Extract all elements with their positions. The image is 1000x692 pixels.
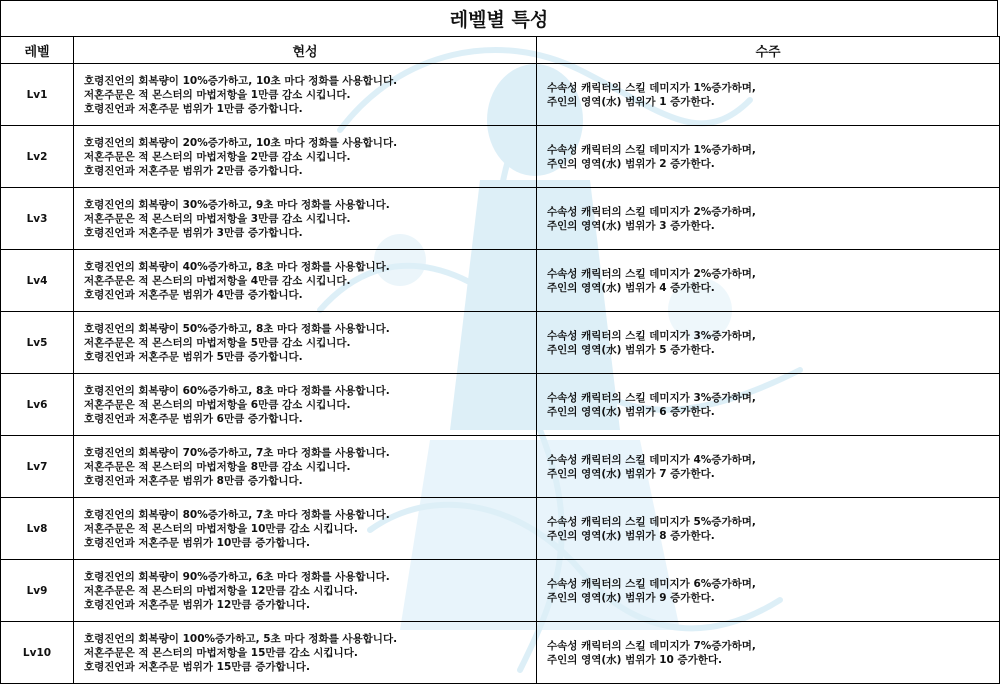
hyeonseong-cell: [74, 64, 537, 126]
suju-cell: [537, 250, 1000, 312]
suju-cell: [537, 498, 1000, 560]
suju-line: 주인의 영역(水) 범위가 8 증가한다.: [547, 529, 715, 542]
suju-line: 수속성 캐릭터의 스킬 데미지가 1%증가하며,: [547, 143, 756, 156]
level-cell: Lv10: [1, 622, 74, 684]
hyeonseong-line: 호령진언과 저혼주문 범위가 1만큼 증가합니다.: [84, 102, 303, 115]
suju-cell: [537, 188, 1000, 250]
hyeonseong-line: 저혼주문은 적 몬스터의 마법저항을 4만큼 감소 시킵니다.: [84, 274, 351, 287]
hyeonseong-cell: [74, 250, 537, 312]
table-row: [1, 498, 1000, 560]
level-cell: Lv9: [1, 560, 74, 622]
hyeonseong-line: 호령진언의 회복량이 50%증가하고, 8초 마다 정화를 사용합니다.: [84, 322, 390, 335]
hyeonseong-cell: [74, 436, 537, 498]
hyeonseong-line: 저혼주문은 적 몬스터의 마법저항을 8만큼 감소 시킵니다.: [84, 460, 351, 473]
suju-line: 수속성 캐릭터의 스킬 데미지가 3%증가하며,: [547, 391, 756, 404]
hyeonseong-line: 호령진언과 저혼주문 범위가 12만큼 증가합니다.: [84, 598, 310, 611]
hyeonseong-cell: [74, 188, 537, 250]
hyeonseong-cell: [74, 622, 537, 684]
level-cell: Lv2: [1, 126, 74, 188]
level-cell: Lv4: [1, 250, 74, 312]
suju-line: 수속성 캐릭터의 스킬 데미지가 1%증가하며,: [547, 81, 756, 94]
hyeonseong-line: 호령진언과 저혼주문 범위가 2만큼 증가합니다.: [84, 164, 303, 177]
hyeonseong-line: 호령진언의 회복량이 90%증가하고, 6초 마다 정화를 사용합니다.: [84, 570, 390, 583]
hyeonseong-cell: [74, 312, 537, 374]
suju-line: 주인의 영역(水) 범위가 6 증가한다.: [547, 405, 715, 418]
page-title: 레벨별 특성: [0, 0, 998, 37]
level-cell: Lv5: [1, 312, 74, 374]
suju-cell: [537, 312, 1000, 374]
hyeonseong-line: 호령진언의 회복량이 10%증가하고, 10초 마다 정화를 사용합니다.: [84, 74, 398, 87]
level-cell: Lv8: [1, 498, 74, 560]
suju-line: 수속성 캐릭터의 스킬 데미지가 6%증가하며,: [547, 577, 756, 590]
suju-line: 주인의 영역(水) 범위가 10 증가한다.: [547, 653, 723, 666]
table-row: [1, 374, 1000, 436]
table-header-row: [1, 37, 1000, 64]
hyeonseong-line: 호령진언의 회복량이 70%증가하고, 7초 마다 정화를 사용합니다.: [84, 446, 390, 459]
hyeonseong-line: 저혼주문은 적 몬스터의 마법저항을 6만큼 감소 시킵니다.: [84, 398, 351, 411]
suju-line: 주인의 영역(水) 범위가 1 증가한다.: [547, 95, 715, 108]
suju-line: 주인의 영역(水) 범위가 5 증가한다.: [547, 343, 715, 356]
suju-cell: [537, 64, 1000, 126]
level-traits-table: [0, 36, 1000, 684]
suju-line: 수속성 캐릭터의 스킬 데미지가 5%증가하며,: [547, 515, 756, 528]
hyeonseong-line: 호령진언과 저혼주문 범위가 8만큼 증가합니다.: [84, 474, 303, 487]
hyeonseong-line: 호령진언의 회복량이 100%증가하고, 5초 마다 정화를 사용합니다.: [84, 632, 398, 645]
suju-line: 주인의 영역(水) 범위가 4 증가한다.: [547, 281, 715, 294]
table-row: [1, 436, 1000, 498]
table-row: [1, 622, 1000, 684]
hyeonseong-line: 호령진언과 저혼주문 범위가 5만큼 증가합니다.: [84, 350, 303, 363]
suju-line: 주인의 영역(水) 범위가 2 증가한다.: [547, 157, 715, 170]
suju-line: 주인의 영역(水) 범위가 7 증가한다.: [547, 467, 715, 480]
hyeonseong-line: 저혼주문은 적 몬스터의 마법저항을 2만큼 감소 시킵니다.: [84, 150, 351, 163]
table-row: [1, 188, 1000, 250]
suju-line: 수속성 캐릭터의 스킬 데미지가 3%증가하며,: [547, 329, 756, 342]
table-row: [1, 312, 1000, 374]
header-level: 레벨: [1, 37, 74, 64]
table-row: [1, 560, 1000, 622]
suju-line: 수속성 캐릭터의 스킬 데미지가 2%증가하며,: [547, 205, 756, 218]
level-cell: Lv6: [1, 374, 74, 436]
suju-line: 수속성 캐릭터의 스킬 데미지가 2%증가하며,: [547, 267, 756, 280]
suju-line: 주인의 영역(水) 범위가 3 증가한다.: [547, 219, 715, 232]
suju-line: 수속성 캐릭터의 스킬 데미지가 7%증가하며,: [547, 639, 756, 652]
header-hyeonseong: 현성: [74, 37, 537, 64]
suju-cell: [537, 622, 1000, 684]
hyeonseong-line: 저혼주문은 적 몬스터의 마법저항을 10만큼 감소 시킵니다.: [84, 522, 358, 535]
hyeonseong-line: 호령진언의 회복량이 20%증가하고, 10초 마다 정화를 사용합니다.: [84, 136, 398, 149]
suju-cell: [537, 126, 1000, 188]
level-cell: Lv3: [1, 188, 74, 250]
hyeonseong-line: 호령진언과 저혼주문 범위가 3만큼 증가합니다.: [84, 226, 303, 239]
table-row: [1, 126, 1000, 188]
suju-cell: [537, 374, 1000, 436]
hyeonseong-cell: [74, 126, 537, 188]
level-cell: Lv1: [1, 64, 74, 126]
hyeonseong-line: 호령진언과 저혼주문 범위가 6만큼 증가합니다.: [84, 412, 303, 425]
hyeonseong-line: 저혼주문은 적 몬스터의 마법저항을 5만큼 감소 시킵니다.: [84, 336, 351, 349]
hyeonseong-cell: [74, 560, 537, 622]
table-row: [1, 64, 1000, 126]
suju-cell: [537, 436, 1000, 498]
level-cell: Lv7: [1, 436, 74, 498]
suju-line: 주인의 영역(水) 범위가 9 증가한다.: [547, 591, 715, 604]
header-suju: 수주: [537, 37, 1000, 64]
table-row: [1, 250, 1000, 312]
hyeonseong-line: 호령진언의 회복량이 40%증가하고, 8초 마다 정화를 사용합니다.: [84, 260, 390, 273]
hyeonseong-line: 호령진언의 회복량이 30%증가하고, 9초 마다 정화를 사용합니다.: [84, 198, 390, 211]
hyeonseong-line: 저혼주문은 적 몬스터의 마법저항을 3만큼 감소 시킵니다.: [84, 212, 351, 225]
suju-line: 수속성 캐릭터의 스킬 데미지가 4%증가하며,: [547, 453, 756, 466]
hyeonseong-cell: [74, 498, 537, 560]
hyeonseong-line: 호령진언과 저혼주문 범위가 10만큼 증가합니다.: [84, 536, 310, 549]
hyeonseong-line: 저혼주문은 적 몬스터의 마법저항을 12만큼 감소 시킵니다.: [84, 584, 358, 597]
hyeonseong-cell: [74, 374, 537, 436]
suju-cell: [537, 560, 1000, 622]
hyeonseong-line: 호령진언의 회복량이 60%증가하고, 8초 마다 정화를 사용합니다.: [84, 384, 390, 397]
hyeonseong-line: 호령진언과 저혼주문 범위가 4만큼 증가합니다.: [84, 288, 303, 301]
hyeonseong-line: 호령진언의 회복량이 80%증가하고, 7초 마다 정화를 사용합니다.: [84, 508, 390, 521]
hyeonseong-line: 호령진언과 저혼주문 범위가 15만큼 증가합니다.: [84, 660, 310, 673]
hyeonseong-line: 저혼주문은 적 몬스터의 마법저항을 1만큼 감소 시킵니다.: [84, 88, 351, 101]
hyeonseong-line: 저혼주문은 적 몬스터의 마법저항을 15만큼 감소 시킵니다.: [84, 646, 358, 659]
